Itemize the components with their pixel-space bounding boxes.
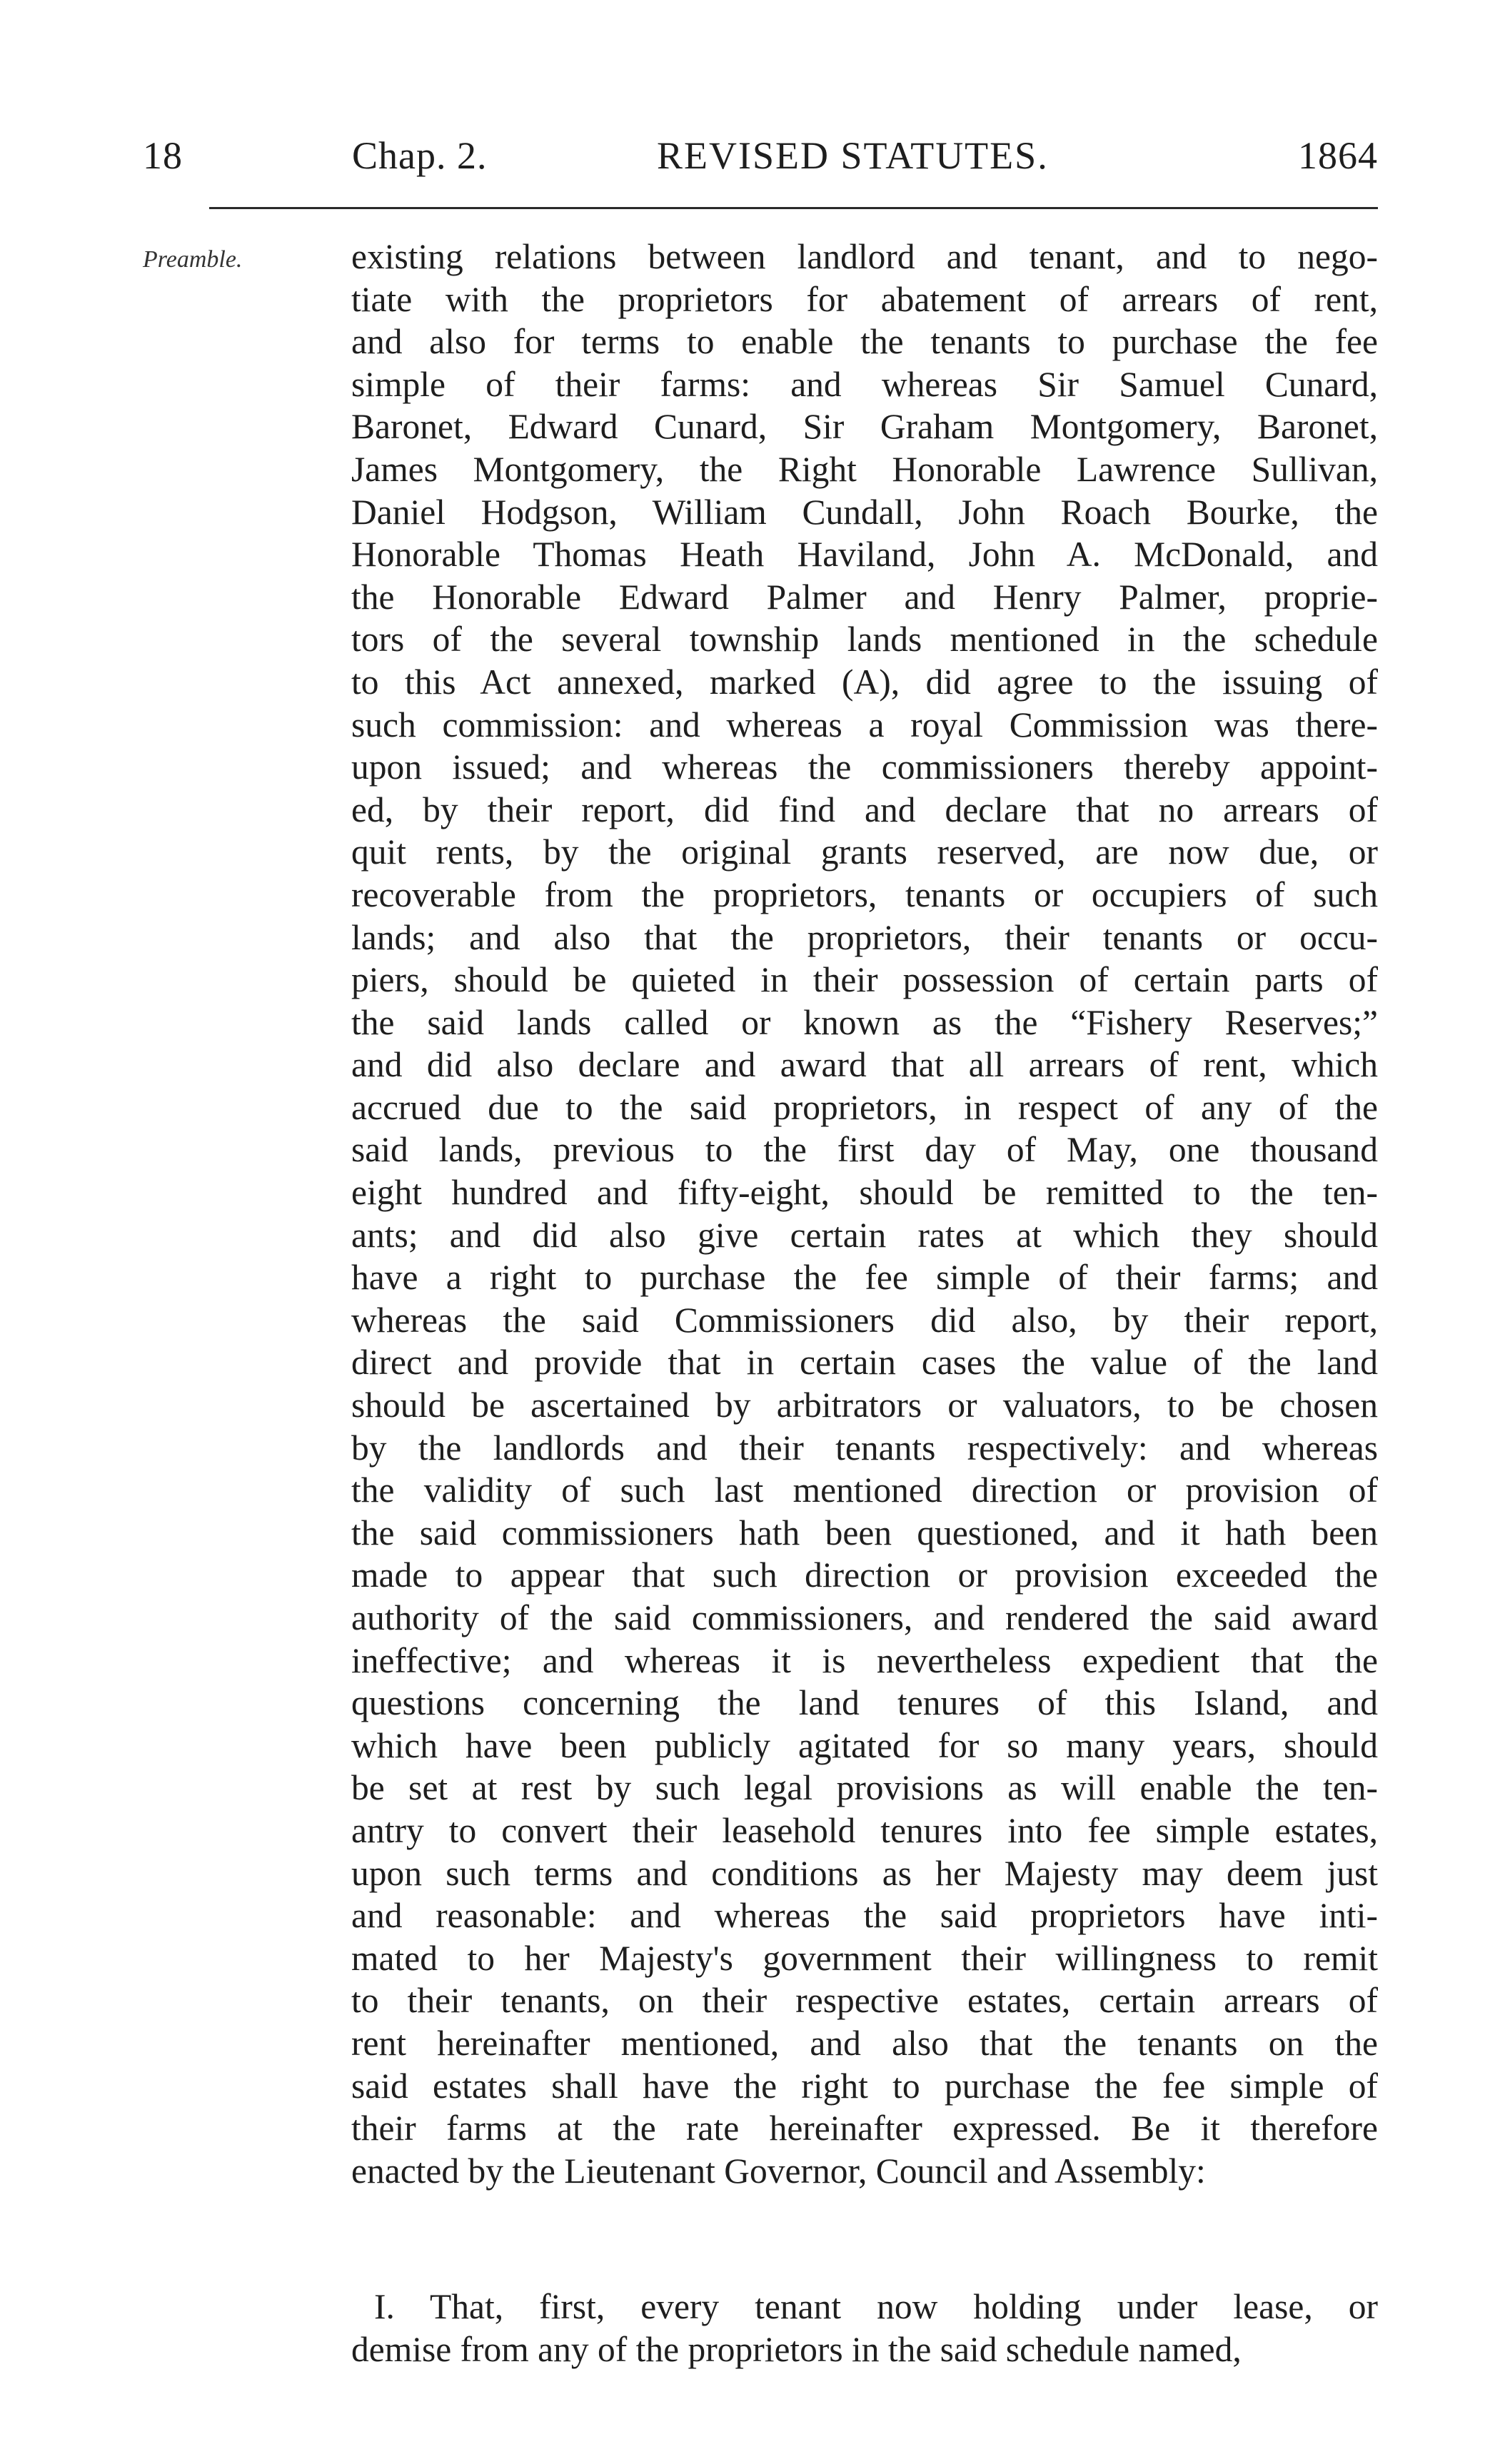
text-line: direct and provide that in certain cases the value of the land	[351, 1343, 1378, 1383]
text-line: simple of their farms: and whereas Sir Samuel Cunard,	[351, 364, 1378, 404]
header-rule	[209, 207, 1378, 209]
text-line: have a right to purchase the fee simple of their farms; and	[351, 1258, 1378, 1298]
text-line: authority of the said commissioners, and rendered the said award	[351, 1598, 1378, 1637]
text-line: upon such terms and conditions as her Majesty may deem just	[351, 1853, 1378, 1893]
running-title: REVISED STATUTES.	[657, 134, 1049, 177]
text-line: be set at rest by such legal provisions as will enable the ten-	[351, 1768, 1378, 1808]
text-line: whereas the said Commissioners did also, by their report,	[351, 1300, 1378, 1340]
text-line: tors of the several township lands mentioned in the schedule	[351, 620, 1378, 660]
text-line: by the landlords and their tenants respectively: and whereas	[351, 1428, 1378, 1468]
text-line: such commission: and whereas a royal Commission was there-	[351, 705, 1378, 744]
running-header	[143, 127, 1378, 184]
page-number: 18	[143, 134, 183, 177]
text-line: Daniel Hodgson, William Cundall, John Roach Bourke, the	[351, 492, 1378, 532]
text-line: ed, by their report, did find and declare that no arrears of	[351, 789, 1378, 829]
text-line: should be ascertained by arbitrators or valuators, to be chosen	[351, 1385, 1378, 1425]
text-line: the said commissioners hath been questioned, and it hath been	[351, 1513, 1378, 1552]
text-line: and reasonable: and whereas the said proprietors have inti-	[351, 1896, 1378, 1936]
text-line: and did also declare and award that all arrears of rent, which	[351, 1045, 1378, 1085]
text-line: to their tenants, on their respective estates, certain arrears of	[351, 1981, 1378, 2021]
text-line: to this Act annexed, marked (A), did agree to the issuing of	[351, 662, 1378, 702]
text-line: eight hundred and fifty-eight, should be remitted to the ten-	[351, 1173, 1378, 1213]
preamble-text	[351, 236, 1378, 2192]
text-line: upon issued; and whereas the commissioners thereby appoint-	[351, 747, 1378, 787]
text-line: rent hereinafter mentioned, and also that the tenants on the	[351, 2023, 1378, 2063]
text-line: I. That, first, every tenant now holding under lease, or	[374, 2287, 1378, 2326]
text-line: James Montgomery, the Right Honorable Lawrence Sullivan,	[351, 449, 1378, 489]
text-line: recoverable from the proprietors, tenants or occupiers of such	[351, 874, 1378, 914]
text-line: Honorable Thomas Heath Haviland, John A. McDonald, and	[351, 535, 1378, 575]
text-line: the Honorable Edward Palmer and Henry Palmer, proprie-	[351, 577, 1378, 617]
year-label: 1864	[1298, 134, 1378, 177]
text-line: ineffective; and whereas it is nevertheless expedient that the	[351, 1640, 1378, 1680]
text-line: accrued due to the said proprietors, in respect of any of the	[351, 1087, 1378, 1127]
text-line: the validity of such last mentioned direction or provision of	[351, 1470, 1378, 1510]
text-line: mated to her Majesty's government their willingness to remit	[351, 1938, 1378, 1978]
section-one-text	[351, 2286, 1378, 2370]
text-line: made to appear that such direction or provision exceeded the	[351, 1555, 1378, 1595]
text-line: which have been publicly agitated for so many years, should	[351, 1725, 1378, 1765]
text-line: ants; and did also give certain rates at which they should	[351, 1215, 1378, 1255]
text-line: antry to convert their leasehold tenures into fee simple estates,	[351, 1810, 1378, 1850]
text-line: tiate with the proprietors for abatement of arrears of rent,	[351, 279, 1378, 319]
text-line: piers, should be quieted in their possession of certain parts of	[351, 960, 1378, 1000]
chapter-label: Chap. 2.	[352, 134, 488, 177]
text-line: lands; and also that the proprietors, their tenants or occu-	[351, 917, 1378, 957]
margin-note-preamble: Preamble.	[143, 246, 243, 273]
text-line: demise from any of the proprietors in the said schedule named,	[351, 2329, 1242, 2369]
text-line: and also for terms to enable the tenants to purchase the fee	[351, 322, 1378, 362]
text-line: quit rents, by the original grants reserved, are now due, or	[351, 832, 1378, 872]
text-line: said estates shall have the right to purchase the fee simple of	[351, 2066, 1378, 2106]
text-line: their farms at the rate hereinafter expressed. Be it therefore	[351, 2109, 1378, 2149]
text-line: existing relations between landlord and tenant, and to nego-	[351, 237, 1378, 276]
text-line: enacted by the Lieutenant Governor, Council and Assembly:	[351, 2151, 1206, 2191]
text-line: questions concerning the land tenures of this Island, and	[351, 1683, 1378, 1723]
text-line: the said lands called or known as the “Fishery Reserves;”	[351, 1002, 1378, 1042]
text-line: Baronet, Edward Cunard, Sir Graham Montgomery, Baronet,	[351, 407, 1378, 447]
text-line: said lands, previous to the first day of May, one thousand	[351, 1130, 1378, 1170]
